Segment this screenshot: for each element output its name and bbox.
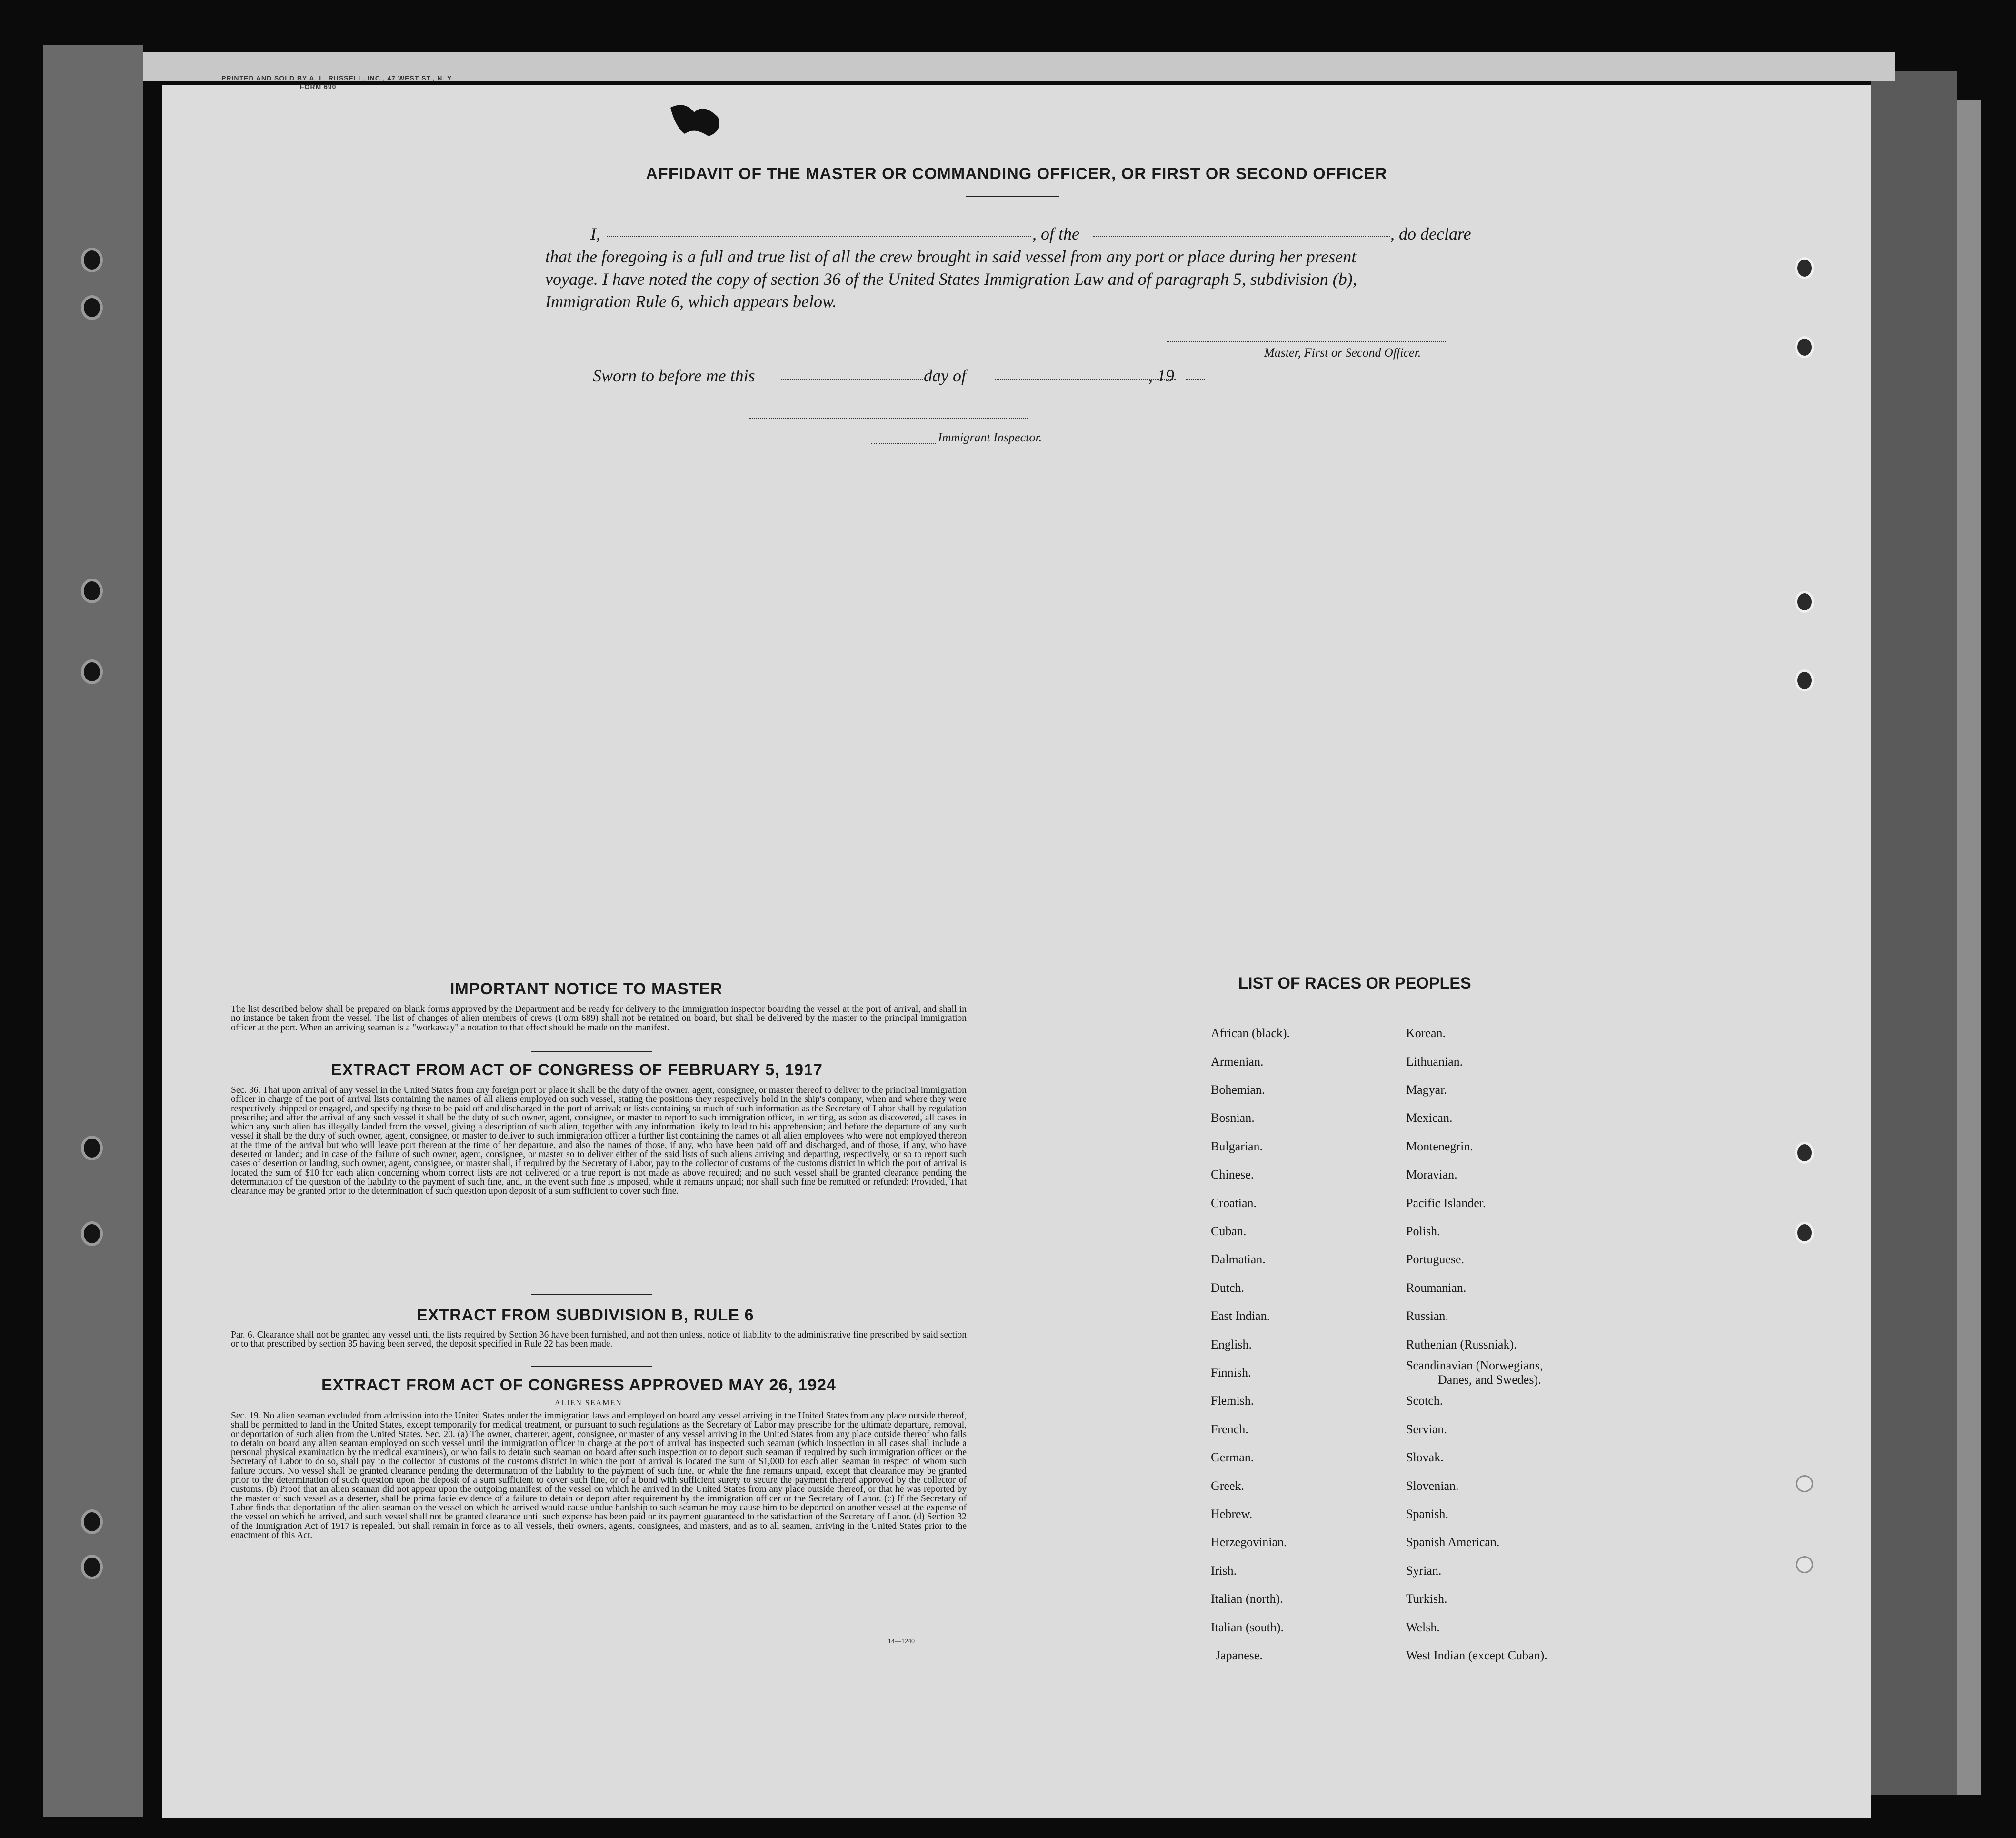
- race-right-item: Slovenian.: [1406, 1479, 1459, 1493]
- inspector-signature-line[interactable]: [749, 418, 1028, 419]
- notice-title: IMPORTANT NOTICE TO MASTER: [450, 980, 723, 998]
- race-left-item: Armenian.: [1211, 1055, 1264, 1069]
- sworn-year: , 19: [1148, 366, 1174, 385]
- race-right-item-continued: Danes, and Swedes).: [1438, 1373, 1541, 1387]
- race-right-item: Montenegrin.: [1406, 1139, 1473, 1153]
- race-left-item: Herzegovinian.: [1211, 1535, 1287, 1549]
- binder-hole: [81, 295, 103, 320]
- race-left-item: Dalmatian.: [1211, 1252, 1266, 1266]
- master-signature-line[interactable]: [1167, 341, 1447, 342]
- punch-hole-ring: [1796, 1475, 1813, 1492]
- race-left-item: Japanese.: [1216, 1648, 1263, 1662]
- race-left-item: Flemish.: [1211, 1394, 1254, 1408]
- race-right-item: Scotch.: [1406, 1394, 1443, 1408]
- race-left-item: Italian (south).: [1211, 1620, 1284, 1634]
- punch-hole: [1795, 1222, 1814, 1244]
- punch-hole-ring: [1796, 1556, 1813, 1573]
- vessel-blank[interactable]: [1093, 236, 1390, 237]
- sworn-day-blank[interactable]: [781, 379, 923, 380]
- extract-1924-subtitle: ALIEN SEAMEN: [555, 1399, 622, 1407]
- extract-rule6-body: Par. 6. Clearance shall not be granted any vessel until the lists required by Section 36 have been furnished, and not then unless, notice of liability to the administrative fine prescribed by said section or to that prescribed by section 35 having been served, the deposit specified in Rule 22 has been made.: [231, 1330, 967, 1349]
- sworn-day-of: day of: [924, 366, 966, 385]
- race-left-item: Bulgarian.: [1211, 1139, 1263, 1153]
- master-signature-label: Master, First or Second Officer.: [1264, 346, 1421, 360]
- declaration-i: I,: [590, 224, 600, 243]
- binder-hole: [81, 659, 103, 684]
- race-left-item: Cuban.: [1211, 1224, 1247, 1238]
- binder-hole: [81, 1221, 103, 1246]
- punch-hole: [1795, 669, 1814, 691]
- race-left-item: Hebrew.: [1211, 1507, 1253, 1521]
- race-right-item: Lithuanian.: [1406, 1055, 1463, 1069]
- race-left-item: Chinese.: [1211, 1168, 1254, 1181]
- race-right-item: Polish.: [1406, 1224, 1440, 1238]
- race-left-item: Italian (north).: [1211, 1592, 1283, 1606]
- form-number: 14—1240: [888, 1638, 915, 1645]
- extract-rule6-title: EXTRACT FROM SUBDIVISION B, RULE 6: [417, 1306, 754, 1324]
- race-right-item: Welsh.: [1406, 1620, 1440, 1634]
- binder-hole: [81, 1136, 103, 1160]
- extract-1917-rule: [531, 1294, 652, 1295]
- punch-hole: [1795, 591, 1814, 613]
- race-right-item: Spanish American.: [1406, 1535, 1500, 1549]
- race-right-item: Slovak.: [1406, 1450, 1444, 1464]
- race-left-item: Irish.: [1211, 1564, 1237, 1578]
- race-left-item: East Indian.: [1211, 1309, 1270, 1323]
- punch-hole: [1795, 257, 1814, 279]
- printer-imprint: PRINTED AND SOLD BY A. L. RUSSELL, INC., 47 WEST ST., N. Y.: [221, 74, 454, 82]
- race-right-item: Moravian.: [1406, 1168, 1457, 1181]
- race-left-item: German.: [1211, 1450, 1254, 1464]
- binder-hole: [81, 248, 103, 272]
- extract-1924-title: EXTRACT FROM ACT OF CONGRESS APPROVED MAY 26, 1924: [321, 1376, 836, 1394]
- sworn-year-blank[interactable]: [1186, 379, 1205, 380]
- race-right-item: Spanish.: [1406, 1507, 1448, 1521]
- declaration-do-declare: , do declare: [1390, 224, 1471, 243]
- right-page-stack: [1957, 100, 1981, 1795]
- race-right-item: Syrian.: [1406, 1564, 1442, 1578]
- extract-1917-body: Sec. 36. That upon arrival of any vessel in the United States from any foreign port or place it shall be the duty of the owner, agent, consignee, or master thereof to deliver to the principal immigration officer in charge of the port of arrival lists containing the names of all aliens employed on such vessel, stating the positions they respectively hold in the ship's company, when and where they were respectively shipped or engaged, and specifying those to be paid off and discharged in the port of arrival; or lists containing so much of such information as the Secretary of Labor shall by regulation prescribe; and after the arrival of any such vessel it shall be the duty of such owner, agent, consignee, or master to report to such immigration officer, in writing, as soon as discovered, all cases in which any such alien has illegally landed from the vessel, giving a description of such alien, together with any information likely to lead to his apprehension; and before the departure of any such vessel it shall be the duty of such owner, agent, consignee, or master to deliver to such immigration officer a further list containing the names of all alien employees who were not employed thereon at the time of the arrival but who will leave port thereon at the time of her departure, and also the names of those, if any, who have been paid off and discharged, and of those, if any, who have deserted or landed; and in case of the failure of such owner, agent, consignee, or master so to deliver either of the said lists of such aliens arriving and departing, respectively, or so to report such cases of desertion or landing, such owner, agent, consignee, or master shall, if required by the Secretary of Labor, pay to the collector of customs of the customs district in which the port of arrival is located the sum of $10 for each alien concerning whom correct lists are not delivered or a true report is not made as above required; and no such vessel shall be granted clearance pending the determination of the question of the liability to the payment of such fine, and, in the event such fine is imposed, while it remains unpaid; nor shall such fine be remitted or refunded: Provided, That clearance may be granted prior to the determination of such question upon deposit of a sum sufficient to cover such fine.: [231, 1085, 967, 1197]
- race-left-item: English.: [1211, 1338, 1252, 1351]
- punch-hole: [1795, 1142, 1814, 1164]
- race-right-item: Russian.: [1406, 1309, 1448, 1323]
- race-left-item: Finnish.: [1211, 1366, 1251, 1379]
- extract-rule6-rule: [531, 1366, 652, 1367]
- race-right-item: Portuguese.: [1406, 1252, 1465, 1266]
- race-right-item: Roumanian.: [1406, 1281, 1467, 1295]
- document-page: [162, 74, 1871, 1818]
- race-left-item: Dutch.: [1211, 1281, 1245, 1295]
- races-title: LIST OF RACES OR PEOPLES: [1238, 974, 1471, 992]
- inspector-signature-label: Immigrant Inspector.: [938, 430, 1042, 444]
- race-left-item: Croatian.: [1211, 1196, 1257, 1210]
- affidavit-title: AFFIDAVIT OF THE MASTER OR COMMANDING OFFICER, OR FIRST OR SECOND OFFICER: [646, 165, 1387, 183]
- notice-body: The list described below shall be prepared on blank forms approved by the Department and be ready for delivery to the immigration inspector boarding the vessel at the port of arrival, and shall in no instance be taken from the vessel. The list of changes of alien members of crews (Form 689) shall not be retained on board, but shall be delivered by the master to the principal immigration officer at the port. When an arriving seaman is a "workaway" a notation to that effect should be made on the manifest.: [231, 1004, 967, 1033]
- right-binder-strip: [1871, 71, 1957, 1795]
- race-left-item: Greek.: [1211, 1479, 1245, 1493]
- title-rule: [966, 196, 1059, 197]
- race-right-item: Mexican.: [1406, 1111, 1453, 1125]
- binder-hole: [81, 1555, 103, 1579]
- race-right-item: Pacific Islander.: [1406, 1196, 1486, 1210]
- declaration-line-2: that the foregoing is a full and true list of all the crew brought in said vessel from any port or place during her present: [545, 247, 1357, 266]
- declaration-of-the: , of the: [1032, 224, 1079, 243]
- inspector-signature-line-short[interactable]: [871, 443, 936, 444]
- sworn-text: Sworn to before me this: [593, 366, 755, 385]
- name-blank[interactable]: [607, 236, 1031, 237]
- race-right-item: Ruthenian (Russniak).: [1406, 1338, 1517, 1351]
- binder-hole: [81, 579, 103, 603]
- extract-1924-body: Sec. 19. No alien seaman excluded from admission into the United States under the immigration laws and employed on board any vessel arriving in the United States from any place outside thereof, shall be permitted to land in the United States, except temporarily for medical treatment, or pursuant to such regulations as the Secretary of Labor may prescribe for the ultimate departure, removal, or deportation of such alien from the United States. Sec. 20. (a) The owner, charterer, agent, consignee, or master of any vessel arriving in the United States from any place outside thereof who fails to detain on board any alien seaman employed on such vessel until the immigration officer in charge at the port of arrival has inspected such seaman (which inspection in all cases shall include a personal physical examination by the medical examiners), or who fails to detain such seaman on board after such inspection or to deport such seaman if required by such immigration officer or the Secretary of Labor to do so, shall pay to the collector of customs of the customs district in which the port of arrival is located the sum of $1,000 for each alien seaman in respect of whom such failure occurs. No vessel shall be granted clearance pending the determination of the liability to the payment of such fine, or while the fine remains unpaid, except that clearance may be granted prior to the determination of such question upon the deposit of a sum sufficient to cover such fine, or of a bond with sufficient surety to secure the payment thereof approved by the collector of customs. (b) Proof that an alien seaman did not appear upon the outgoing manifest of the vessel on which he arrived in the United States from any place outside thereof, or that he was reported by the master of such vessel as a deserter, shall be prima facie evidence of a failure to detain or deport after requirement by the immigration officer or the Secretary of Labor. (c) If the Secretary of Labor finds that deportation of the alien seaman on the vessel on which he arrived would cause undue hardship to such seaman he may cause him to be deported on another vessel at the expense of the vessel on which he arrived, and such vessel shall not be granted clearance until such expense has been paid or its payment guaranteed to the satisfaction of the Secretary of Labor. (d) Section 32 of the Immigration Act of 1917 is repealed, but shall remain in force as to all vessels, their owners, agents, consignees, and masters, and as to all seamen, arriving in the United States prior to the enactment of this Act.: [231, 1411, 967, 1540]
- extract-1917-title: EXTRACT FROM ACT OF CONGRESS OF FEBRUARY 5, 1917: [331, 1061, 823, 1079]
- race-right-item: Scandinavian (Norwegians,: [1406, 1359, 1543, 1372]
- race-right-item: West Indian (except Cuban).: [1406, 1648, 1547, 1662]
- race-left-item: African (black).: [1211, 1026, 1290, 1040]
- race-right-item: Korean.: [1406, 1026, 1446, 1040]
- punch-hole: [1795, 336, 1814, 358]
- declaration-line-3: voyage. I have noted the copy of section 36 of the United States Immigration Law and of paragraph 5, subdivision (b),: [545, 270, 1357, 289]
- race-right-item: Servian.: [1406, 1422, 1447, 1436]
- ink-blot: [666, 98, 728, 141]
- form-label: FORM 690: [300, 83, 337, 90]
- binder-hole: [81, 1509, 103, 1534]
- notice-rule: [531, 1051, 652, 1052]
- race-left-item: French.: [1211, 1422, 1248, 1436]
- race-right-item: Magyar.: [1406, 1083, 1447, 1097]
- declaration-line-4: Immigration Rule 6, which appears below.: [545, 292, 837, 311]
- race-left-item: Bohemian.: [1211, 1083, 1265, 1097]
- race-left-item: Bosnian.: [1211, 1111, 1255, 1125]
- race-right-item: Turkish.: [1406, 1592, 1447, 1606]
